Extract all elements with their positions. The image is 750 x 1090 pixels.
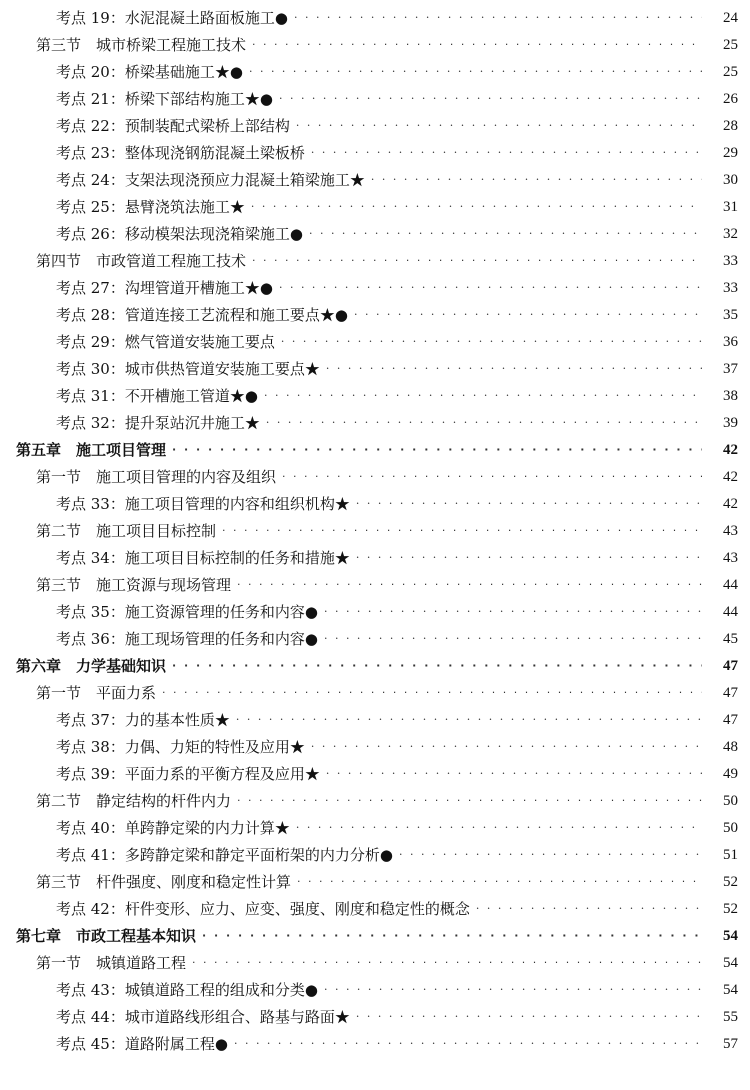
toc-page-number: 54 xyxy=(723,982,738,998)
toc-page-number: 39 xyxy=(723,415,738,431)
dot-leader xyxy=(294,5,702,31)
toc-entry-title: 考点 32：提升泵站沉井施工★ xyxy=(56,414,260,432)
dot-leader xyxy=(279,275,702,301)
dot-leader xyxy=(324,626,702,652)
toc-page-number: 43 xyxy=(723,523,738,539)
dot-leader xyxy=(162,680,702,706)
toc-point-row[interactable] xyxy=(0,356,738,382)
toc-page-number: 45 xyxy=(723,631,738,647)
dot-leader xyxy=(172,437,702,463)
toc-entry-title: 考点 25：悬臂浇筑法施工★ xyxy=(56,198,245,216)
toc-point-row[interactable] xyxy=(0,113,738,139)
toc-section-row[interactable] xyxy=(0,788,738,814)
toc-page-number: 47 xyxy=(723,712,738,728)
dot-leader xyxy=(311,734,702,760)
toc-page-number: 57 xyxy=(723,1036,738,1052)
toc-entry-title: 考点 37：力的基本性质★ xyxy=(56,711,230,729)
toc-section-row[interactable] xyxy=(0,680,738,706)
toc-page-number: 29 xyxy=(723,145,738,161)
toc-page-number: 51 xyxy=(723,847,738,863)
dot-leader xyxy=(237,572,702,598)
toc-point-row[interactable] xyxy=(0,140,738,166)
toc-entry-title: 考点 44：城市道路线形组合、路基与路面★ xyxy=(56,1008,350,1026)
toc-page-number: 52 xyxy=(723,901,738,917)
toc-entry-title: 考点 45：道路附属工程● xyxy=(56,1035,228,1053)
toc-point-row[interactable] xyxy=(0,626,738,652)
toc-page-number: 54 xyxy=(723,955,738,971)
toc-page-number: 32 xyxy=(723,226,738,242)
toc-entry-title: 考点 36：施工现场管理的任务和内容● xyxy=(56,630,318,648)
dot-leader xyxy=(296,815,702,841)
dot-leader xyxy=(281,329,702,355)
toc-page-number: 30 xyxy=(723,172,738,188)
toc-point-row[interactable] xyxy=(0,842,738,868)
toc-entry-title: 第三节 施工资源与现场管理 xyxy=(36,576,232,594)
toc-entry-title: 考点 23：整体现浇钢筋混凝土梁板桥 xyxy=(56,144,305,162)
toc-entry-title: 考点 39：平面力系的平衡方程及应用★ xyxy=(56,765,320,783)
dot-leader xyxy=(172,653,702,679)
toc-entry-title: 第七章 市政工程基本知识 xyxy=(16,927,197,945)
toc-page-number: 47 xyxy=(723,658,738,674)
dot-leader xyxy=(279,86,702,112)
toc-entry-title: 第一节 施工项目管理的内容及组织 xyxy=(36,468,277,486)
dot-leader xyxy=(282,464,702,490)
toc-page-number: 49 xyxy=(723,766,738,782)
toc-point-row[interactable] xyxy=(0,86,738,112)
toc-entry-title: 考点 21：桥梁下部结构施工★● xyxy=(56,90,273,108)
toc-point-row[interactable] xyxy=(0,599,738,625)
toc-entry-title: 考点 40：单跨静定梁的内力计算★ xyxy=(56,819,290,837)
toc-section-row[interactable] xyxy=(0,869,738,895)
toc-page-number: 31 xyxy=(723,199,738,215)
toc-page-number: 24 xyxy=(723,10,738,26)
toc-point-row[interactable] xyxy=(0,761,738,787)
toc-page-number: 50 xyxy=(723,820,738,836)
toc-page-number: 36 xyxy=(723,334,738,350)
dot-leader xyxy=(249,59,702,85)
toc-entry-title: 考点 28：管道连接工艺流程和施工要点★● xyxy=(56,306,348,324)
toc-point-row[interactable] xyxy=(0,167,738,193)
dot-leader xyxy=(236,707,702,733)
toc-page-number: 42 xyxy=(723,496,738,512)
dot-leader xyxy=(476,896,702,922)
dot-leader xyxy=(356,1004,702,1030)
toc-page-number: 47 xyxy=(723,685,738,701)
dot-leader xyxy=(311,140,702,166)
toc-page-number: 42 xyxy=(723,442,738,458)
toc-entry-title: 考点 43：城镇道路工程的组成和分类● xyxy=(56,981,318,999)
toc-entry-title: 考点 35：施工资源管理的任务和内容● xyxy=(56,603,318,621)
toc-point-row[interactable] xyxy=(0,491,738,517)
dot-leader xyxy=(252,248,702,274)
toc-entry-title: 考点 31：不开槽施工管道★● xyxy=(56,387,258,405)
toc-point-row[interactable] xyxy=(0,410,738,436)
toc-page-number: 28 xyxy=(723,118,738,134)
toc-entry-title: 考点 27：沟埋管道开槽施工★● xyxy=(56,279,273,297)
toc-page-number: 25 xyxy=(723,64,738,80)
dot-leader xyxy=(192,950,702,976)
toc-entry-title: 第一节 平面力系 xyxy=(36,684,157,702)
toc-point-row[interactable] xyxy=(0,221,738,247)
dot-leader xyxy=(354,302,702,328)
toc-page-number: 42 xyxy=(723,469,738,485)
dot-leader xyxy=(324,977,702,1003)
toc-page-number: 50 xyxy=(723,793,738,809)
toc-section-row[interactable] xyxy=(0,950,738,976)
toc-section-row[interactable] xyxy=(0,518,738,544)
dot-leader xyxy=(356,491,702,517)
dot-leader xyxy=(296,113,702,139)
toc-point-row[interactable] xyxy=(0,5,738,31)
toc-point-row[interactable] xyxy=(0,734,738,760)
dot-leader xyxy=(222,518,702,544)
toc-point-row[interactable] xyxy=(0,275,738,301)
toc-entry-title: 考点 38：力偶、力矩的特性及应用★ xyxy=(56,738,305,756)
toc-point-row[interactable] xyxy=(0,302,738,328)
toc-point-row[interactable] xyxy=(0,383,738,409)
toc-point-row[interactable] xyxy=(0,707,738,733)
toc-section-row[interactable] xyxy=(0,32,738,58)
dot-leader xyxy=(237,788,702,814)
toc-page-number: 25 xyxy=(723,37,738,53)
dot-leader xyxy=(202,923,702,949)
dot-leader xyxy=(326,356,702,382)
toc-entry-title: 第二节 静定结构的杆件内力 xyxy=(36,792,232,810)
toc-entry-title: 第六章 力学基础知识 xyxy=(16,657,167,675)
toc-page-number: 26 xyxy=(723,91,738,107)
dot-leader xyxy=(234,1031,702,1057)
toc-chapter-row[interactable] xyxy=(0,437,738,463)
toc-point-row[interactable] xyxy=(0,329,738,355)
dot-leader xyxy=(297,869,702,895)
toc-entry-title: 考点 42：杆件变形、应力、应变、强度、刚度和稳定性的概念 xyxy=(56,900,470,918)
dot-leader xyxy=(252,32,702,58)
toc-page-number: 44 xyxy=(723,577,738,593)
toc-section-row[interactable] xyxy=(0,572,738,598)
toc-section-row[interactable] xyxy=(0,464,738,490)
toc-entry-title: 考点 22：预制装配式梁桥上部结构 xyxy=(56,117,290,135)
dot-leader xyxy=(309,221,702,247)
toc-point-row[interactable] xyxy=(0,896,738,922)
toc-page-number: 48 xyxy=(723,739,738,755)
toc-entry-title: 考点 26：移动模架法现浇箱梁施工● xyxy=(56,225,303,243)
toc-point-row[interactable] xyxy=(0,194,738,220)
toc-entry-title: 第三节 杆件强度、刚度和稳定性计算 xyxy=(36,873,292,891)
toc-point-row[interactable] xyxy=(0,1031,738,1057)
toc-section-row[interactable] xyxy=(0,248,738,274)
dot-leader xyxy=(326,761,702,787)
toc-page-number: 44 xyxy=(723,604,738,620)
toc-entry-title: 考点 19：水泥混凝土路面板施工● xyxy=(56,9,288,27)
toc-entry-title: 考点 30：城市供热管道安装施工要点★ xyxy=(56,360,320,378)
toc-entry-title: 考点 41：多跨静定梁和静定平面桁架的内力分析● xyxy=(56,846,393,864)
toc-point-row[interactable] xyxy=(0,59,738,85)
toc-page-number: 52 xyxy=(723,874,738,890)
dot-leader xyxy=(356,545,702,571)
toc-chapter-row[interactable] xyxy=(0,923,738,949)
toc-entry-title: 考点 24：支架法现浇预应力混凝土箱梁施工★ xyxy=(56,171,365,189)
toc-entry-title: 第一节 城镇道路工程 xyxy=(36,954,187,972)
toc-point-row[interactable] xyxy=(0,977,738,1003)
toc-page-number: 55 xyxy=(723,1009,738,1025)
toc-entry-title: 考点 29：燃气管道安装施工要点 xyxy=(56,333,275,351)
dot-leader xyxy=(324,599,702,625)
toc-page-number: 43 xyxy=(723,550,738,566)
toc-entry-title: 第三节 城市桥梁工程施工技术 xyxy=(36,36,247,54)
toc-entry-title: 第二节 施工项目目标控制 xyxy=(36,522,217,540)
toc-entry-title: 考点 20：桥梁基础施工★● xyxy=(56,63,243,81)
toc-page-number: 33 xyxy=(723,253,738,269)
dot-leader xyxy=(371,167,702,193)
toc-entry-title: 考点 33：施工项目管理的内容和组织机构★ xyxy=(56,495,350,513)
dot-leader xyxy=(251,194,702,220)
toc-entry-title: 考点 34：施工项目目标控制的任务和措施★ xyxy=(56,549,350,567)
toc-chapter-row[interactable] xyxy=(0,653,738,679)
toc-page-number: 38 xyxy=(723,388,738,404)
toc-page-number: 54 xyxy=(723,928,738,944)
toc-point-row[interactable] xyxy=(0,815,738,841)
toc-point-row[interactable] xyxy=(0,545,738,571)
toc-page-number: 33 xyxy=(723,280,738,296)
toc-page-number: 35 xyxy=(723,307,738,323)
toc-point-row[interactable] xyxy=(0,1004,738,1030)
toc-entry-title: 第五章 施工项目管理 xyxy=(16,441,167,459)
toc-entry-title: 第四节 市政管道工程施工技术 xyxy=(36,252,247,270)
dot-leader xyxy=(399,842,702,868)
toc-page-number: 37 xyxy=(723,361,738,377)
dot-leader xyxy=(266,410,702,436)
dot-leader xyxy=(264,383,702,409)
